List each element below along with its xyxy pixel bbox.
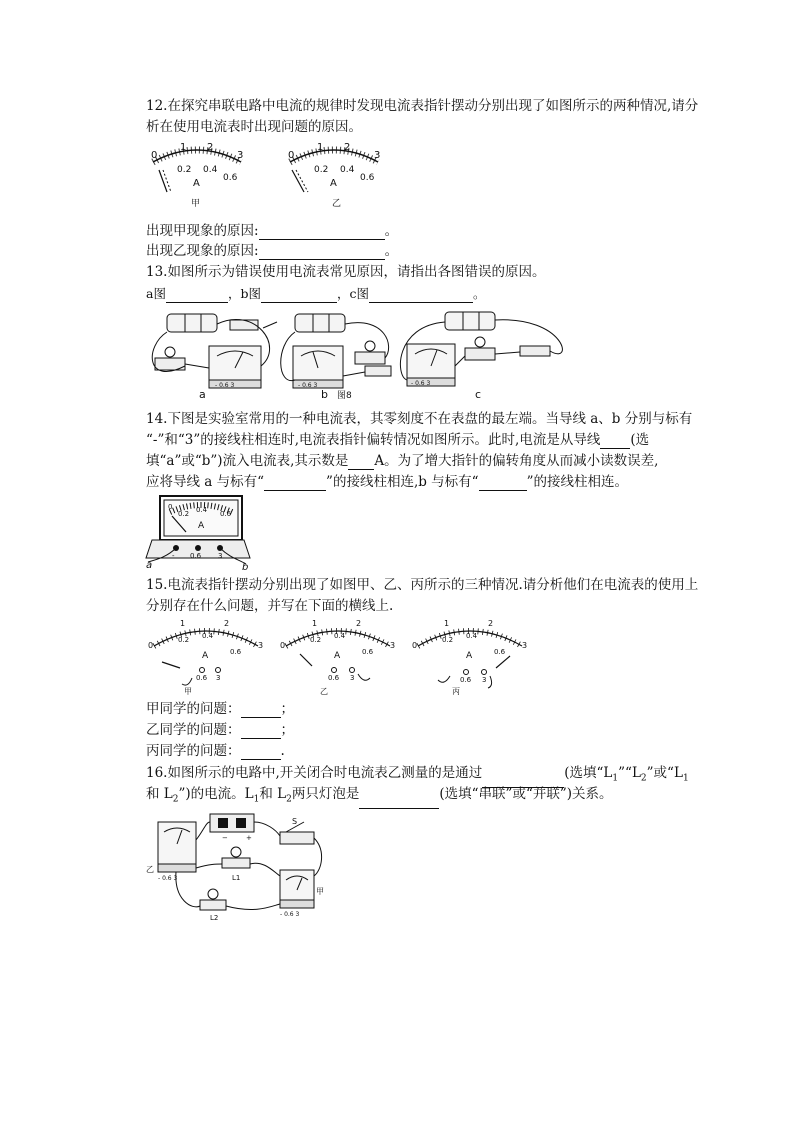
q13-b-terminals: - 0.6 3 bbox=[298, 382, 318, 389]
q13-c-prefix: ，c图 bbox=[336, 286, 369, 301]
figure-text-21: 1 bbox=[444, 619, 450, 628]
q12-yi-scale-2: 2 bbox=[344, 142, 351, 153]
q12-meter-yi bbox=[282, 140, 392, 210]
figure-text-10: 0 bbox=[280, 641, 286, 650]
figure-text-19: 3 bbox=[350, 674, 355, 682]
q14-line4a: 应将导线 a 与标有“ bbox=[146, 474, 265, 490]
figure-text-4: 0.2 bbox=[178, 636, 190, 644]
q15-label-yi: 乙 bbox=[320, 687, 328, 696]
q12-ans2-blank[interactable] bbox=[259, 245, 385, 260]
q16-line2e: (选填“串联”或“并联”)关系。 bbox=[439, 786, 613, 802]
q12-answer-yi bbox=[146, 242, 398, 260]
q16-line1b: (选填“L bbox=[564, 765, 613, 781]
q16-label-L2: L2 bbox=[210, 914, 219, 922]
q14-scale-04: 0.4 bbox=[196, 506, 208, 514]
figure-text-16: 0.6 bbox=[362, 648, 374, 656]
q14-blank-wire[interactable] bbox=[600, 434, 630, 449]
q16-label-jia: 甲 bbox=[316, 887, 324, 896]
q12-yi-scale-3: 3 bbox=[374, 150, 381, 161]
figure-text-13: 3 bbox=[390, 641, 396, 650]
q16-sub-1b: 1 bbox=[682, 773, 689, 784]
figure-text-12: 2 bbox=[356, 619, 362, 628]
q14-line4b: ”的接线柱相连,b 与标有“ bbox=[326, 474, 479, 490]
q12-yi-unit: A bbox=[330, 178, 337, 189]
figure-text-25: 0.4 bbox=[466, 632, 478, 640]
q16-line1a: 16.如图所示的电路中,开关闭合时电流表乙测量的是通过 bbox=[146, 765, 483, 781]
q14-text-line3 bbox=[146, 452, 658, 470]
figure-text-2: 2 bbox=[224, 619, 230, 628]
q12-ans1-period: 。 bbox=[384, 223, 399, 239]
q16-jia-terminals: - 0.6 3 bbox=[280, 911, 300, 918]
q12-jia-scale-3: 3 bbox=[237, 150, 244, 161]
figure-text-7: A bbox=[202, 651, 209, 661]
q14-scale-zero: 0 bbox=[168, 503, 173, 511]
q13-figure-b bbox=[281, 314, 391, 401]
q16-sub-2a: 2 bbox=[640, 773, 647, 784]
q12-answer-jia bbox=[146, 222, 398, 240]
figure-text-17: A bbox=[334, 651, 341, 661]
q15-meter-figures bbox=[146, 616, 530, 696]
q14-blank-terminal-a[interactable] bbox=[264, 476, 326, 491]
figure-text-14: 0.2 bbox=[310, 636, 322, 644]
q16-line2d: 两只灯泡是 bbox=[291, 786, 360, 802]
q14-line3-text: 填“a”或“b”)流入电流表,其示数是 bbox=[146, 453, 349, 469]
q15-label-jia: 甲 bbox=[184, 687, 192, 696]
figure-text-3: 3 bbox=[258, 641, 264, 650]
q15-text-line1: 15.电流表指针摆动分别出现了如图甲、乙、丙所示的三种情况.请分析他们在电流表的使用上 bbox=[146, 577, 699, 593]
figure-text-20: 0 bbox=[412, 641, 418, 650]
q12-jia-sub-06: 0.6 bbox=[223, 173, 238, 183]
q12-jia-sub-02: 0.2 bbox=[177, 165, 192, 175]
figure-text-26: 0.6 bbox=[494, 648, 506, 656]
q12-text-line1: 12.在探究串联电路中电流的规律时发现电流表指针摆动分别出现了如图所示的两种情况,请分 bbox=[146, 98, 699, 114]
q16-line2a: 和 L bbox=[146, 786, 173, 802]
q15-answer-jia bbox=[146, 700, 294, 718]
figure-text-29: 3 bbox=[482, 676, 487, 684]
q16-line2b: ”)的电流。L bbox=[178, 786, 254, 802]
q16-label-L1: L1 bbox=[232, 874, 241, 882]
q12-yi-scale-1: 1 bbox=[317, 142, 324, 153]
q12-jia-scale-1: 1 bbox=[180, 142, 187, 153]
figure-text-0: 0 bbox=[148, 641, 154, 650]
q13-fig-label-b: b bbox=[321, 388, 328, 401]
figure-text-9: 3 bbox=[216, 674, 221, 682]
q15-text-line2: 分别存在什么问题，并写在下面的横线上. bbox=[146, 598, 394, 614]
figure-text-8: 0.6 bbox=[196, 674, 208, 682]
figure-text-24: 0.2 bbox=[442, 636, 454, 644]
q13-a-prefix: a图 bbox=[146, 286, 166, 301]
q14-scale-02: 0.2 bbox=[178, 510, 190, 518]
q15-answer-yi bbox=[146, 721, 294, 739]
q15-answer-bing bbox=[146, 742, 285, 760]
q13-circuit-figures bbox=[145, 306, 575, 400]
q12-yi-sub-04: 0.4 bbox=[340, 165, 355, 175]
q14-scale-06: 0.6 bbox=[220, 510, 232, 518]
figure-text-18: 0.6 bbox=[328, 674, 340, 682]
q14-text-line4 bbox=[146, 473, 628, 491]
q14-text-line1: 14.下图是实验室常用的一种电流表，其零刻度不在表盘的最左端。当导线 a、b 分别与标有 bbox=[146, 411, 693, 427]
q16-line2c: 和 L bbox=[259, 786, 287, 802]
figure-text-6: 0.6 bbox=[230, 648, 242, 656]
q13-figure-a bbox=[152, 314, 277, 401]
q14-blank-terminal-b[interactable] bbox=[479, 476, 527, 491]
figure-text-23: 3 bbox=[522, 641, 528, 650]
figure-text-30: − bbox=[222, 834, 228, 842]
q16-line1d: ”或“L bbox=[646, 765, 683, 781]
q15-meter-bing bbox=[412, 619, 527, 696]
q14-line3-after: A。为了增大指针的偏转角度从而减小读数误差, bbox=[374, 453, 659, 469]
q13-period: 。 bbox=[472, 286, 486, 301]
q15-yi-needle bbox=[300, 654, 312, 666]
q13-c-blank[interactable] bbox=[369, 288, 473, 303]
q14-wire-a: a bbox=[146, 560, 153, 571]
q14-wire-b: b bbox=[242, 562, 249, 573]
q15-ans1-prefix: 甲同学的问题： bbox=[146, 701, 241, 717]
q16-line1c: ”“L bbox=[618, 765, 641, 781]
q15-bing-needle bbox=[496, 656, 510, 668]
figure-text-28: 0.6 bbox=[460, 676, 472, 684]
q14-ammeter-figure bbox=[146, 494, 250, 573]
q13-answers bbox=[146, 285, 486, 303]
q14-terminal-3: 3 bbox=[218, 552, 223, 560]
q16-blank-connection[interactable] bbox=[359, 794, 439, 809]
q12-ans1-prefix: 出现甲现象的原因: bbox=[146, 223, 259, 239]
q15-ans1-semi: ； bbox=[280, 701, 294, 717]
q12-yi-label: 乙 bbox=[332, 199, 342, 209]
figure-text-31: + bbox=[246, 834, 252, 842]
q13-c-terminals: - 0.6 3 bbox=[411, 380, 431, 387]
q14-blank-reading[interactable] bbox=[348, 455, 374, 470]
q16-label-S: S bbox=[292, 817, 298, 826]
q13-fig-label-a: a bbox=[199, 388, 206, 401]
q12-yi-sub-02: 0.2 bbox=[314, 165, 329, 175]
q14-line4c: ”的接线柱相连。 bbox=[526, 474, 628, 490]
q13-fig-caption: 图8 bbox=[337, 391, 352, 401]
q14-terminal-minus: - bbox=[172, 552, 175, 560]
q12-yi-sub-06: 0.6 bbox=[360, 173, 375, 183]
q15-meter-yi bbox=[280, 619, 395, 696]
q15-ans3-dot: . bbox=[280, 743, 285, 759]
q15-ans2-blank[interactable] bbox=[241, 724, 281, 739]
q12-yi-scale-0: 0 bbox=[288, 150, 295, 161]
q14-line2-after: (选 bbox=[630, 432, 650, 448]
q15-meter-jia bbox=[148, 619, 263, 696]
figure-text-27: A bbox=[466, 651, 473, 661]
q15-label-bing: 丙 bbox=[452, 687, 460, 696]
q15-ans3-blank[interactable] bbox=[241, 745, 281, 760]
q12-meter-jia bbox=[145, 140, 255, 210]
q14-terminal-06: 0.6 bbox=[190, 552, 202, 560]
q12-jia-label: 甲 bbox=[191, 199, 201, 209]
q14-text-line2 bbox=[146, 431, 649, 449]
q16-text-line2 bbox=[146, 785, 613, 809]
q14-line2-text: “-”和“3”的接线柱相连时,电流表指针偏转情况如图所示。此时,电流是从导线 bbox=[146, 432, 601, 448]
q16-yi-terminals: - 0.6 3 bbox=[158, 875, 178, 882]
q16-sub-2c: 2 bbox=[286, 794, 292, 805]
q13-text-line1: 13.如图所示为错误使用电流表常见原因，请指出各图错误的原因。 bbox=[146, 264, 546, 280]
q12-ans2-period: 。 bbox=[384, 243, 399, 259]
q16-label-yi: 乙 bbox=[146, 865, 154, 874]
q16-sub-1c: 1 bbox=[253, 794, 260, 805]
q15-jia-needle bbox=[162, 662, 180, 668]
q12-jia-unit: A bbox=[193, 178, 200, 189]
q12-ans1-blank[interactable] bbox=[259, 225, 385, 240]
q14-unit: A bbox=[198, 521, 205, 531]
figure-text-11: 1 bbox=[312, 619, 318, 628]
q12-ans2-prefix: 出现乙现象的原因: bbox=[146, 243, 259, 259]
q13-b-blank[interactable] bbox=[261, 288, 337, 303]
q12-text-line2: 析在使用电流表时出现问题的原因。 bbox=[146, 119, 362, 135]
q15-ans2-prefix: 乙同学的问题： bbox=[146, 722, 241, 738]
q13-figure-c bbox=[400, 312, 562, 401]
q13-a-terminals: - 0.6 3 bbox=[215, 382, 235, 389]
figure-text-15: 0.4 bbox=[334, 632, 346, 640]
q15-ans3-prefix: 丙同学的问题： bbox=[146, 743, 241, 759]
q13-fig-label-c: c bbox=[475, 388, 482, 401]
q12-jia-scale-2: 2 bbox=[207, 142, 214, 153]
q12-jia-needle bbox=[159, 170, 167, 192]
q15-ans2-semi: ； bbox=[280, 722, 294, 738]
figure-text-22: 2 bbox=[488, 619, 494, 628]
q13-b-prefix: ，b图 bbox=[227, 286, 261, 301]
q16-sub-2b: 2 bbox=[172, 794, 179, 805]
q12-jia-scale-0: 0 bbox=[151, 150, 158, 161]
q15-ans1-blank[interactable] bbox=[241, 703, 281, 718]
q12-jia-sub-04: 0.4 bbox=[203, 165, 218, 175]
q16-sub-1a: 1 bbox=[612, 773, 619, 784]
q16-circuit-figure bbox=[146, 810, 330, 922]
q13-a-blank[interactable] bbox=[166, 288, 228, 303]
figure-text-5: 0.4 bbox=[202, 632, 214, 640]
figure-text-1: 1 bbox=[180, 619, 186, 628]
